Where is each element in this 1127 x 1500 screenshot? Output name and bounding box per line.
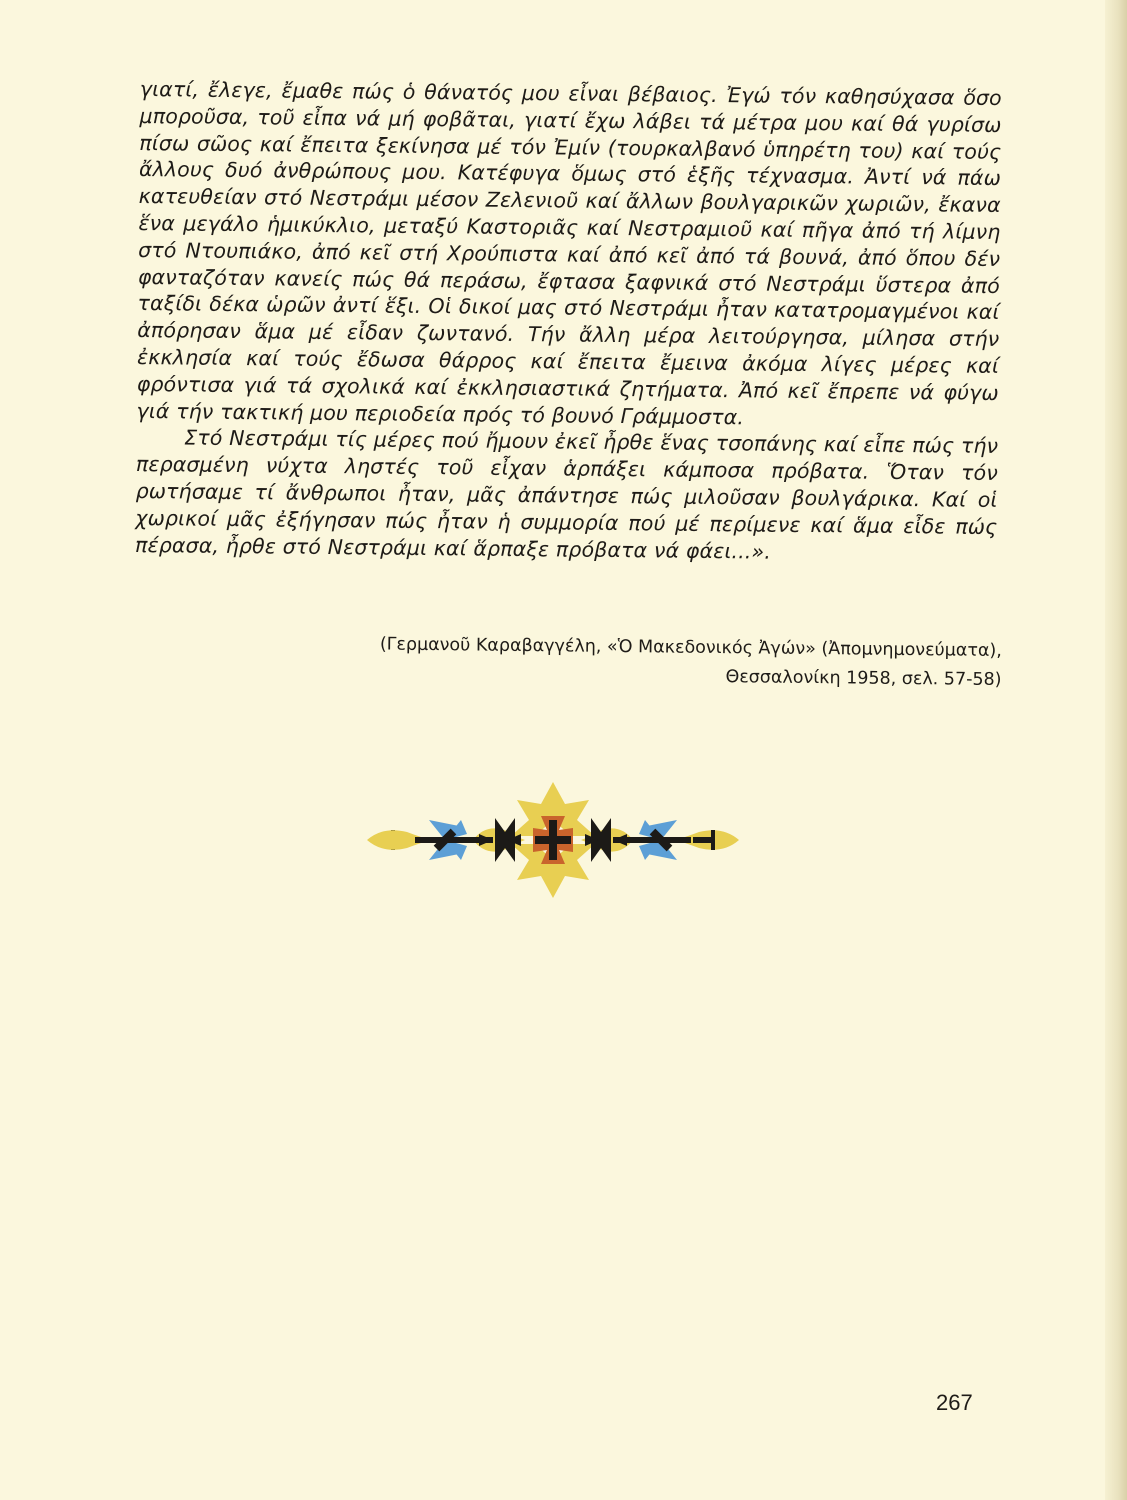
page-number: 267	[936, 1390, 973, 1415]
citation	[239, 629, 1002, 695]
main-text	[135, 76, 1002, 567]
citation-line-1: (Γερμανοῦ Καραβαγγέλη, «Ὁ Μακεδονικός Ἀγών» (Ἀπομνημονεύματα),	[379, 634, 1002, 661]
decorative-ornament	[363, 780, 743, 900]
citation-line-2: Θεσσαλονίκη 1958, σελ. 57-58)	[725, 667, 1002, 690]
page-edge-shadow	[1105, 0, 1127, 1500]
paragraph-1: γιατί, ἔλεγε, ἔμαθε πώς ὁ θάνατός μου εἶναι βέβαιος. Ἐγώ τόν καθησύχασα ὅσο μποροῦσα, τοῦ εἶπα νά μή φοβᾶται, γιατί ἔχω λάβει τά μέτρα μου καί θά γυρίσω πίσω σῶος καί ἔπειτα ξεκίνησα μέ τόν Ἐμίν (τουρκαλβανό ὑπηρέτη του) καί τούς ἄλλους δυό ἀνθρώπους μου. Κατέφυγα ὅμως στό ἑξῆς τέχνασμα. Ἀντί νά πάω κατευθείαν στό Νεστράμι μέσον Ζελενιοῦ καί ἄλλων βουλγαρικῶν χωριῶν, ἔκανα ἕνα μεγάλο ἡμικύκλιο, μεταξύ Καστοριᾶς καί Νεστραμιοῦ καί πῆγα ἀπό τή λίμνη στό Ντουπιάκο, ἀπό κεῖ στή Χρούπιστα καί ἀπό κεῖ ἀπό τά βουνά, ἀπό ὅπου δέν φανταζόταν κανείς πώς θά περάσω, ἔφτασα ξαφνικά στό Νεστράμι ὕστερα ἀπό ταξίδι δέκα ὡρῶν ἀντί ἕξι. Οἱ δικοί μας στό Νεστράμι ἦταν κατατρομαγμένοι καί ἀπόρησαν ἅμα μέ εἶδαν ζωντανό. Τήν ἄλλη μέρα λειτούργησα, μίλησα στήν ἐκκλησία καί τούς ἔδωσα θάρρος καί ἔπειτα ἔμεινα ἀκόμα λίγες μέρες καί φρόντισα γιά τά σχολικά καί ἐκκλησιαστικά ζητήματα. Ἀπό κεῖ ἔπρεπε νά φύγω γιά τήν τακτική μου περιοδεία πρός τό βουνό Γράμμοστα.	[136, 76, 1002, 429]
paragraph-2: Στό Νεστράμι τίς μέρες πού ἤμουν ἐκεῖ ἦρθε ἕνας τσοπάνης καί εἶπε πώς τήν περασμένη νύχτα ληστές τοῦ εἶχαν ἁρπάξει κάμποσα πρόβατα. Ὅταν τόν ρωτήσαμε τί ἄνθρωποι ἦταν, μᾶς ἀπάντησε πώς μιλοῦσαν βουλγάρικα. Καί οἱ χωρικοί μᾶς ἐξήγησαν πώς ἦταν ἡ συμμορία πού μέ περίμενε καί ἅμα εἶδε πώς πέρασα, ἦρθε στό Νεστράμι καί ἅρπαξε πρόβατα νά φάει...».	[134, 425, 999, 564]
